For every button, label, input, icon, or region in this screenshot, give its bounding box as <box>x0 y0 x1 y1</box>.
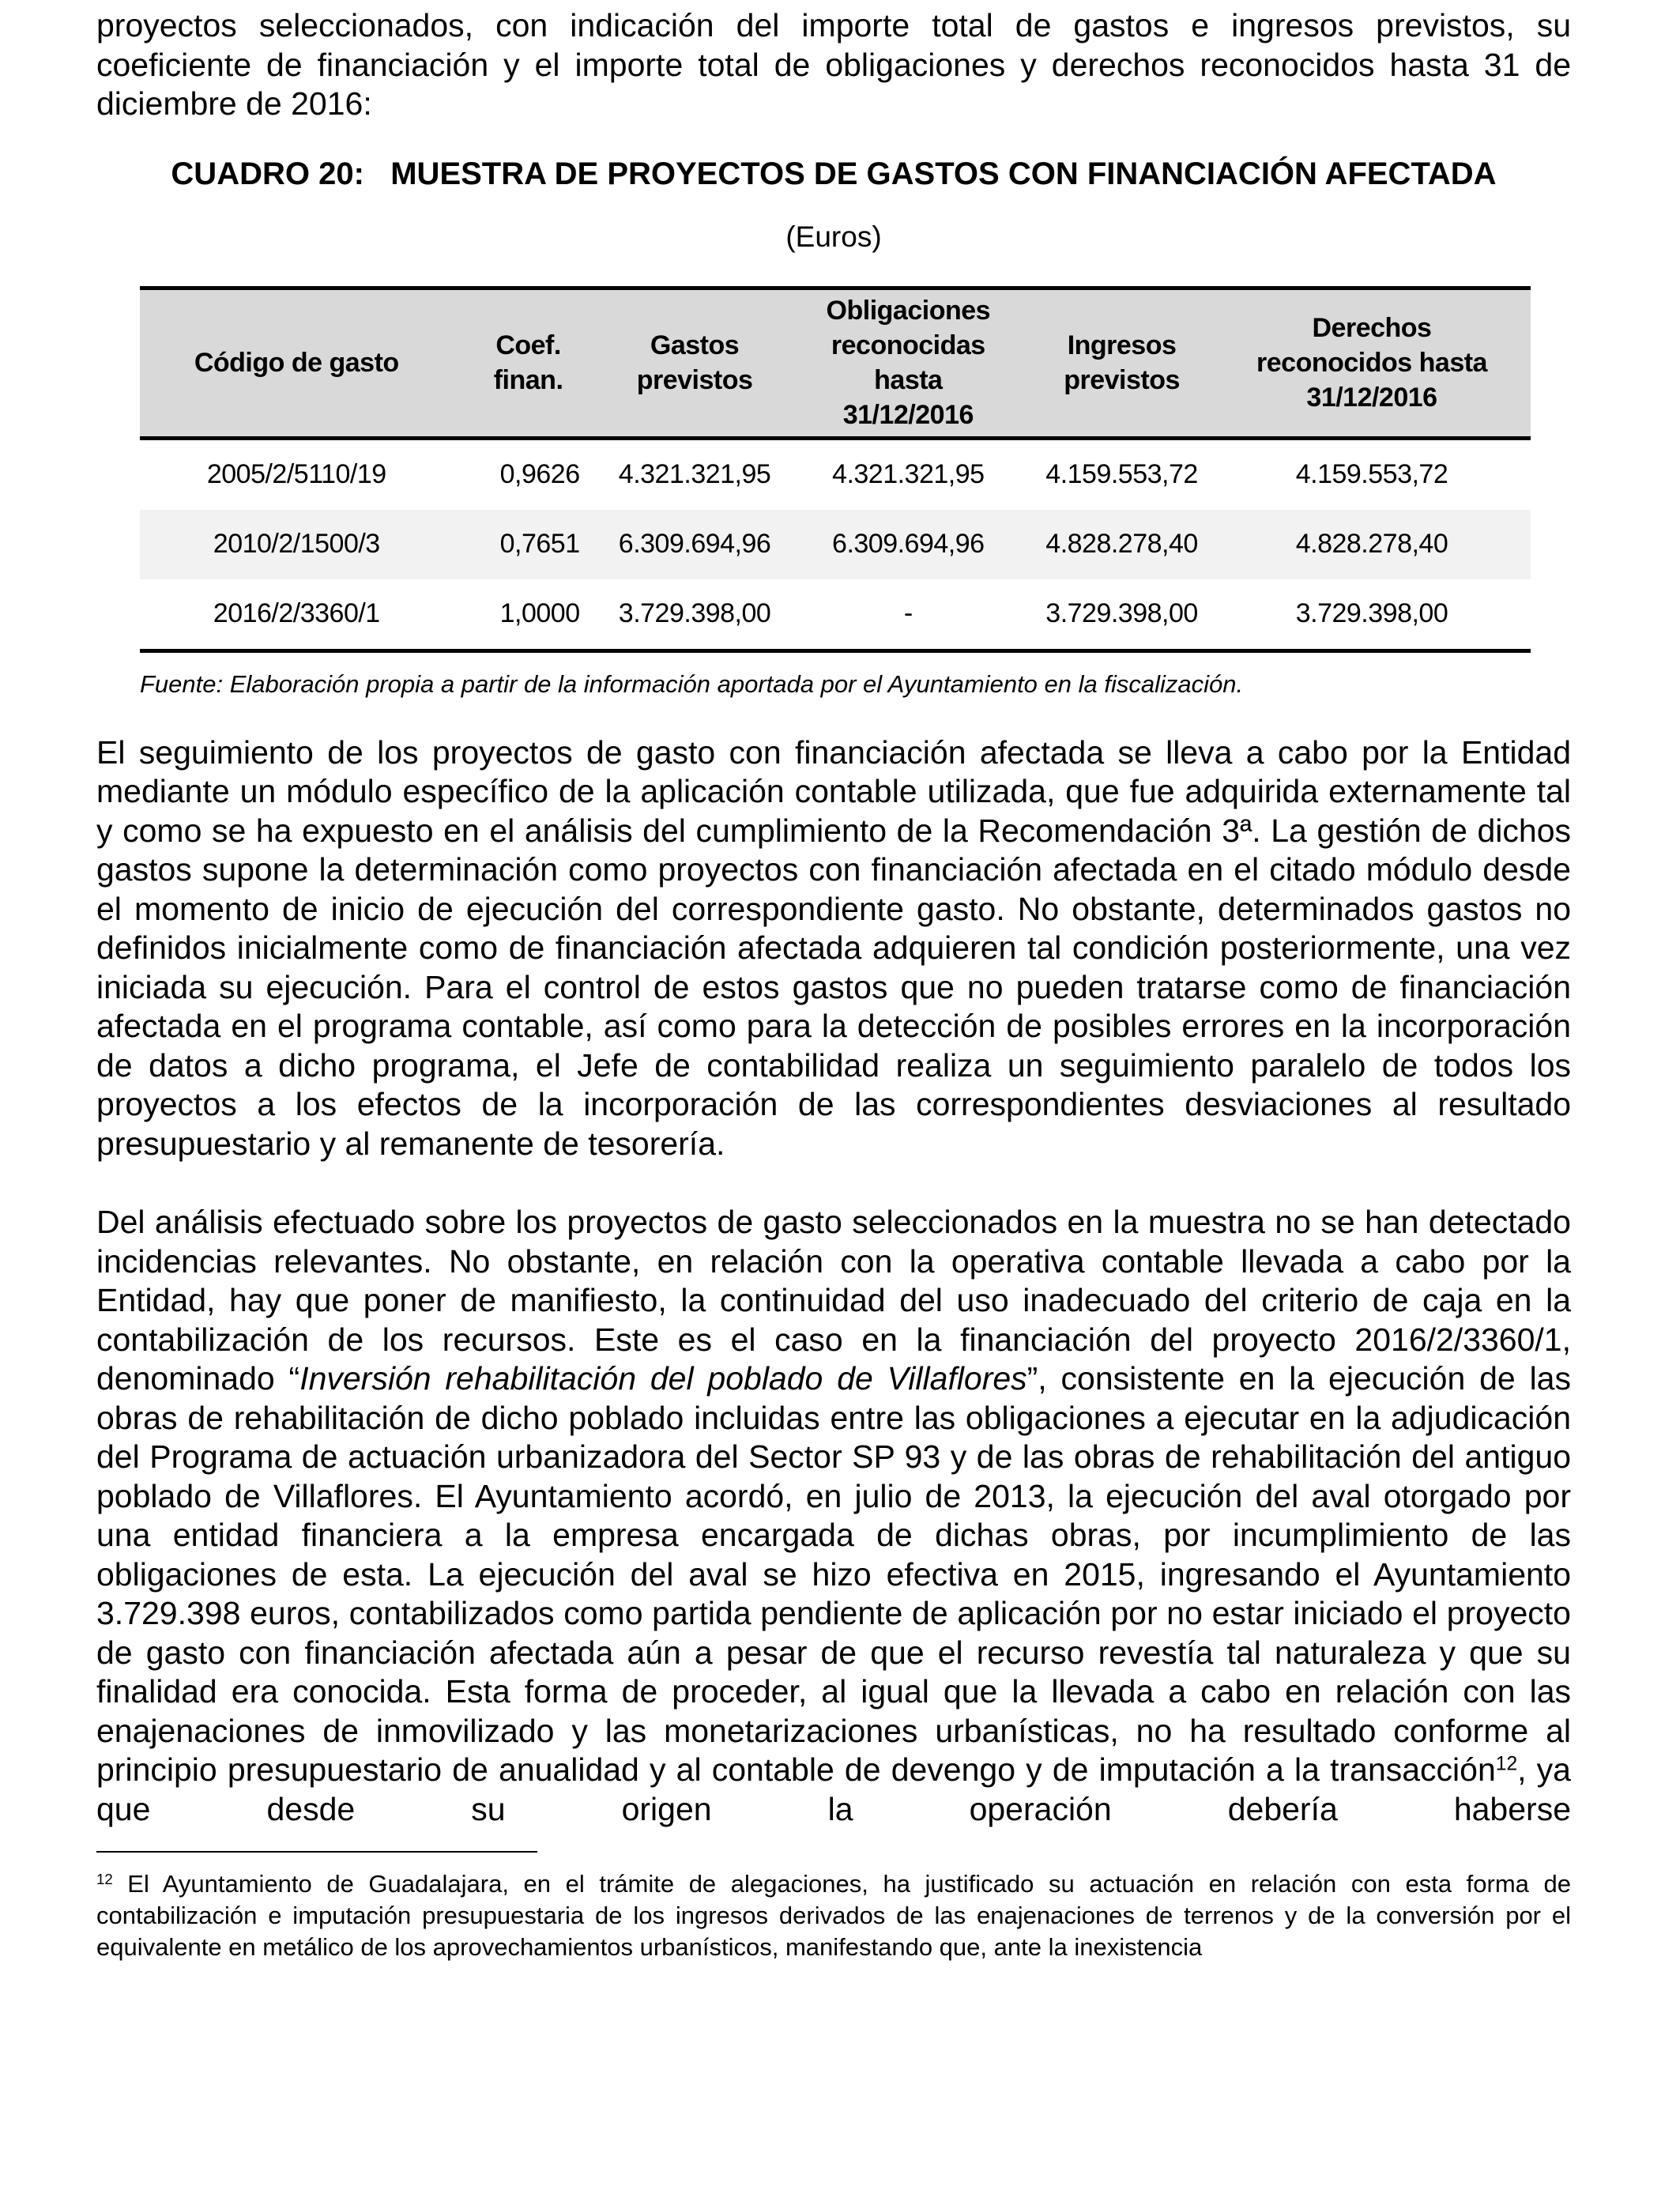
cell-coef: 1,0000 <box>454 579 604 651</box>
cell-ingresos: 4.159.553,72 <box>1045 459 1198 489</box>
cell-obligaciones: - <box>786 579 1031 651</box>
cell-coef: 0,7651 <box>499 529 580 559</box>
cell-obligaciones: 6.309.694,96 <box>832 529 985 559</box>
header-codigo: Código de gasto <box>140 288 454 438</box>
table-header-row <box>140 288 1531 438</box>
cell-gastos: 6.309.694,96 <box>618 529 771 559</box>
projects-table <box>140 286 1531 653</box>
header-gastos: Gastos previstos <box>604 288 786 438</box>
header-coef: Coef. finan. <box>454 288 604 438</box>
header-obligaciones: Obligaciones reconocidas hasta 31/12/2016 <box>786 288 1031 438</box>
document-page <box>96 6 1571 1963</box>
footnote-text: El Ayuntamiento de Guadalajara, en el trámite de alegaciones, ha justificado su actuación en relación con esta forma de contabilización e imputación presupuestaria de los ingresos derivados de las enajenaciones de terrenos y de la conversión por el equivalente en metálico de los aprovechamientos urbanísticos, manifestando que, ante la inexistencia <box>96 1870 1571 1961</box>
table-unit: (Euros) <box>785 220 882 253</box>
cell-derechos: 3.729.398,00 <box>1213 579 1531 651</box>
table-row <box>140 438 1531 510</box>
footnote-separator <box>96 1851 537 1853</box>
footnote-number: 12 <box>96 1870 113 1887</box>
header-ingresos: Ingresos previstos <box>1030 288 1213 438</box>
cell-ingresos: 4.828.278,40 <box>1045 529 1198 559</box>
intro-paragraph: proyectos seleccionados, con indicación del importe total de gastos e ingresos previstos, su coeficiente de financiación y el importe total de obligaciones y derechos reconocidos hasta 31 de diciembre de 2016: <box>96 7 1571 122</box>
cell-derechos: 4.828.278,40 <box>1295 529 1448 559</box>
body-paragraph-1: El seguimiento de los proyectos de gasto con financiación afectada se lleva a cabo por la Entidad mediante un módulo específico de la aplicación contable utilizada, que fue adquirida externamente tal y como se ha expuesto en el análisis del cumplimiento de la Recomendación 3ª. La gestión de dichos gastos supone la determinación como proyectos con financiación afectada en el citado módulo desde el momento de inicio de ejecución del correspondiente gasto. No obstante, determinados gastos no definidos inicialmente como de financiación afectada adquieren tal condición posteriormente, una vez iniciada su ejecución. Para el control de estos gastos que no pueden tratarse como de financiación afectada en el programa contable, así como para la detección de posibles errores en la incorporación de datos a dicho programa, el Jefe de contabilidad realiza un seguimiento paralelo de todos los proyectos a los efectos de la incorporación de las correspondientes desviaciones al resultado presupuestario y al remanente de tesorería. <box>96 733 1571 1162</box>
cell-derechos: 4.159.553,72 <box>1295 459 1448 489</box>
cell-ingresos: 3.729.398,00 <box>1030 579 1213 651</box>
cell-codigo: 2010/2/1500/3 <box>213 529 380 559</box>
cell-codigo: 2005/2/5110/19 <box>206 459 386 489</box>
cell-coef: 0,9626 <box>499 459 580 489</box>
body-paragraph-2 <box>96 1203 1571 1829</box>
table-row <box>140 579 1531 651</box>
cell-codigo: 2016/2/3360/1 <box>140 579 454 651</box>
table-title: CUADRO 20: MUESTRA DE PROYECTOS DE GASTOS CON FINANCIACIÓN AFECTADA <box>171 156 1497 191</box>
paragraph-2-part-a: Del análisis efectuado sobre los proyectos de gasto seleccionados en la muestra no se han detectado incidencias relevantes. No obstante, en relación con la operativa contable llevada a cabo por la Entidad, hay que poner de manifiesto, la continuidad del uso inadecuado del criterio de caja en la contabilización de los recursos. Este es el caso en la financiación del proyecto 2016/2/3360/1, denominado “ <box>96 1204 1571 1397</box>
footnote <box>96 1868 1571 1963</box>
project-name-italic: Inversión rehabilitación del poblado de Villaflores <box>299 1360 1027 1397</box>
header-derechos: Derechos reconocidos hasta 31/12/2016 <box>1213 288 1531 438</box>
cell-gastos: 4.321.321,95 <box>618 459 771 489</box>
cell-gastos: 3.729.398,00 <box>604 579 786 651</box>
table-row <box>140 510 1531 579</box>
paragraph-2-part-c: , ya que desde su origen la operación debería haberse <box>96 1751 1571 1827</box>
footnote-reference[interactable]: 12 <box>1495 1753 1518 1775</box>
cell-obligaciones: 4.321.321,95 <box>832 459 985 489</box>
paragraph-2-part-b: ”, consistente en la ejecución de las obras de rehabilitación de dicho poblado incluidas entre las obligaciones a ejecutar en la adjudicación del Programa de actuación urbanizadora del Sector SP 93 y de las obras de rehabilitación del antiguo poblado de Villaflores. El Ayuntamiento acordó, en julio de 2013, la ejecución del aval otorgado por una entidad financiera a la empresa encargada de dichas obras, por incumplimiento de las obligaciones de esta. La ejecución del aval se hizo efectiva en 2015, ingresando el Ayuntamiento 3.729.398 euros, contabilizados como partida pendiente de aplicación por no estar iniciado el proyecto de gasto con financiación afectada aún a pesar de que el recurso revestía tal naturaleza y que su finalidad era conocida. Esta forma de proceder, al igual que la llevada a cabo en relación con las enajenaciones de inmovilizado y las monetarizaciones urbanísticas, no ha resultado conforme al principio presupuestario de anualidad y al contable de devengo y de imputación a la transacción <box>96 1360 1571 1788</box>
table-source: Fuente: Elaboración propia a partir de la información aportada por el Ayuntamiento en la fiscalización. <box>140 669 1244 698</box>
